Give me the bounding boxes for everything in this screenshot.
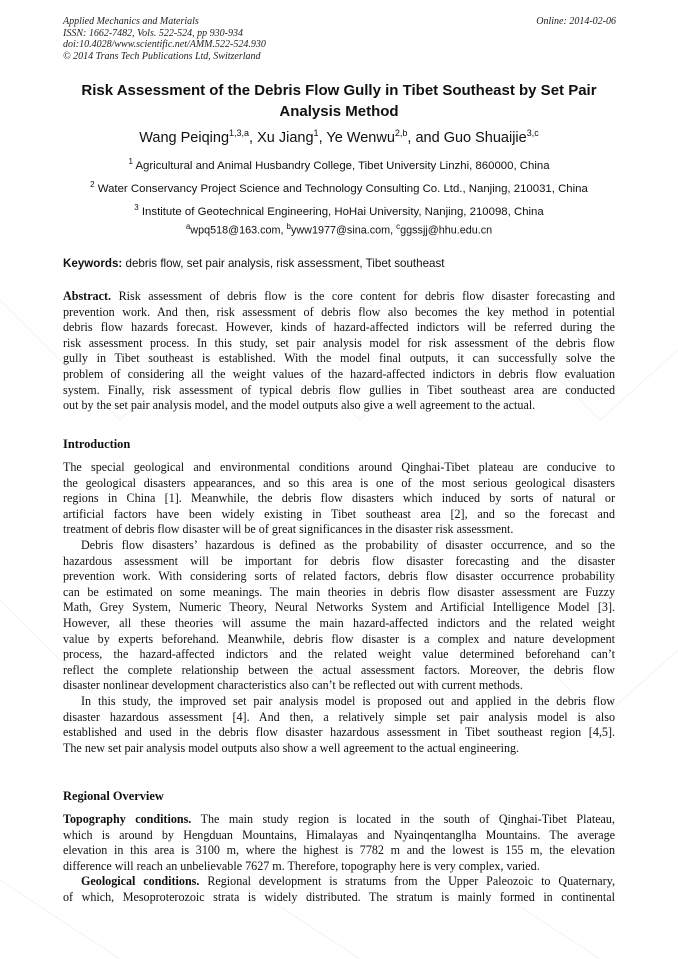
section-heading-introduction: Introduction bbox=[63, 437, 131, 451]
affiliation-2: $^2$ Water Conservancy Project Science and Technology Consulting Co. Ltd., Nanjing, 210031, China bbox=[90, 180, 588, 195]
email-c: ggssjj@hhu.edu.cn bbox=[400, 224, 493, 237]
email-b: yww1977@sina.com bbox=[290, 224, 391, 237]
journal-name: Applied Mechanics and Materials bbox=[63, 16, 199, 27]
affiliation-1: $^1$ Agricultural and Animal Husbandry College, Tibet University Linzhi, 860000, China bbox=[128, 157, 550, 172]
topography-paragraph: Topography conditions. The main study region is located in the south of Qinghai-Tibet Plateau, which is around by Hengduan Mountains, Himalayas and Nyainqentanglha Mountains. The average elevation in this area is 3100 m, where the highest is 7782 m and the lowest is 155 m, the elevation difference will reach an unbelievable 7627 m. Therefore, topography here is very complex, varied. bbox=[63, 812, 615, 873]
author: Wang Peiqing$^{1,3,a}$ bbox=[139, 128, 250, 146]
author: Xu Jiang$^1$ bbox=[257, 128, 319, 146]
geology-label: Geological conditions. bbox=[81, 874, 200, 888]
author-list: Wang Peiqing$^{1,3,a}$, Xu Jiang$^1$, Ye Wenwu$^{2,b}$, and Guo Shuaijie$^{3,c}$ bbox=[139, 128, 539, 146]
title-line-1: Risk Assessment of the Debris Flow Gully in Tibet Southeast by Set Pair bbox=[81, 82, 597, 99]
author: Ye Wenwu$^{2,b}$ bbox=[326, 128, 408, 146]
geology-paragraph: Geological conditions. Regional development is stratums from the Upper Paleozoic to Quaternary, of which, Mesoproterozoic strata is widely distributed. The stratum is mainly formed in continental bbox=[63, 874, 615, 904]
title-line-2: Analysis Method bbox=[279, 103, 399, 120]
paper-title bbox=[50, 80, 628, 122]
running-header-left bbox=[63, 16, 266, 62]
copyright: © 2014 Trans Tech Publications Ltd, Switzerland bbox=[63, 50, 261, 62]
intro-paragraph-1: The special geological and environmental conditions around Qinghai-Tibet plateau are conducive to the geological disasters appearances, and so this area is one of the most serious geological disasters regions in China [1]. Meanwhile, the debris flow disasters which induced by sorts of natural or artificial factors have been widely existing in Tibet southeast area [2], and so the forecast and treatment of debris flow disaster will be of great significances in the disaster risk assessment. bbox=[63, 460, 615, 537]
keywords bbox=[63, 257, 445, 270]
doi: doi:10.4028/www.scientific.net/AMM.522-524.930 bbox=[63, 39, 266, 50]
author-emails: $^a$wpq518@163.com, $^b$yww1977@sina.com, $^c$ggssjj@hhu.edu.cn bbox=[185, 222, 493, 237]
affiliation-3: $^3$ Institute of Geotechnical Engineering, HoHai University, Nanjing, 210098, China bbox=[134, 203, 544, 218]
topography-label: Topography conditions. bbox=[63, 812, 192, 826]
intro-paragraph-2: Debris flow disasters’ hazardous is defined as the probability of disaster occurrence, and so the hazardous assessment will be important for debris flow disaster forecasting and the disaster prevention work. With considering sorts of related factors, debris flow disaster occurrence probability can be estimated on some meanings. The main theories in debris flow disaster assessment are Fuzzy Math, Grey System, Numeric Theory, Neural Networks System and Artificial Intelligence Model [3]. However, all these theories will assume the main hazard-affected indictors and the related weight value by experts beforehand. Meanwhile, debris flow disaster is a complex and nature development process, the hazard-affected indictors and the related weight value determined beforehand can’t reflect the complete relationship between the actual assessment factors. Moreover, the debris flow disaster nonlinear development characteristics also can’t be reflected out with current methods. bbox=[63, 538, 615, 693]
intro-paragraph-3: In this study, the improved set pair analysis model is proposed out and applied in the debris flow disaster hazardous assessment [4]. And then, a relatively simple set pair analysis model is also established and used in the debris flow disaster hazardous assessment in Tibet southeast region [4,5]. The new set pair analysis model outputs also show a well agreement to the actual engineering. bbox=[63, 694, 615, 755]
author: Guo Shuaijie$^{3,c}$ bbox=[443, 128, 539, 146]
keywords-label: Keywords: bbox=[63, 257, 123, 270]
issn: ISSN: 1662-7482, Vols. 522-524, pp 930-934 bbox=[63, 27, 243, 39]
abstract-label: Abstract. bbox=[63, 289, 112, 303]
keywords-text: debris flow, set pair analysis, risk assessment, Tibet southeast bbox=[125, 257, 445, 270]
email-a: wpq518@163.com bbox=[190, 224, 281, 237]
online-date: Online: 2014-02-06 bbox=[536, 16, 616, 27]
section-heading-regional-overview: Regional Overview bbox=[63, 789, 164, 803]
abstract: Abstract. Risk assessment of debris flow is the core content for debris flow disaster forecasting and prevention work. And then, risk assessment of debris flow also becomes the key method in potential debris flow hazards forecast. However, kinds of hazard-affected indictors will be referred during the risk assessment process. In this study, set pair analysis model for risk assessment of the debris flow gully in Tibet southeast is established. With the model final outputs, it can successfully solve the problem of considering all the weight values of the hazard-affected indictors in debris flow evaluation system. Finally, risk assessment of typical debris flow gullies in Tibet southeast area are conducted out by the set pair analysis model, and the model outputs also give a well agreement to the actual. bbox=[63, 289, 616, 413]
